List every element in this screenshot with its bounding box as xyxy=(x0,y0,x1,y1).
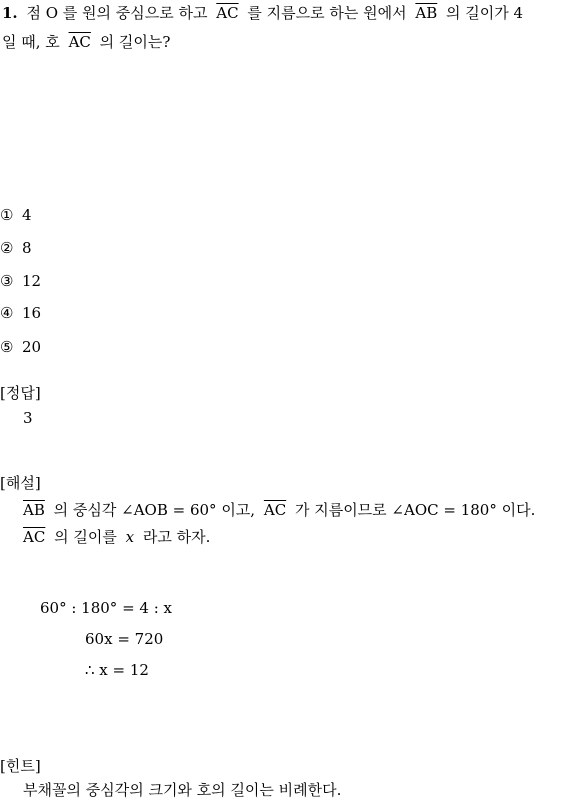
choice-4-marker: ④ xyxy=(0,304,14,322)
hint-text: 부채꼴의 중심각의 크기와 호의 길이는 비례한다. xyxy=(23,781,342,799)
segment-ac-2: $\overline{AC}$ xyxy=(68,33,91,51)
equation-2: 60x = 720 xyxy=(85,630,164,648)
equation-3: ∴ x = 12 xyxy=(85,661,149,679)
equation-1: 60° : 180° = 4 : x xyxy=(40,599,173,617)
question-number: 1. xyxy=(2,4,18,22)
question-text-1c: 의 길이가 4 xyxy=(446,4,524,22)
choice-2-marker: ② xyxy=(0,239,14,257)
choice-3-marker: ③ xyxy=(0,272,14,290)
choice-3[interactable] xyxy=(0,272,41,290)
question-line-2 xyxy=(2,31,170,52)
answer-value: 3 xyxy=(23,409,33,427)
choice-4[interactable] xyxy=(0,304,41,322)
question-text-2b: 의 길이는? xyxy=(99,33,171,51)
choice-1-marker: ① xyxy=(0,206,14,224)
choice-5-marker: ⑤ xyxy=(0,338,14,356)
segment-ab: $\overline{AB}$ xyxy=(415,4,438,22)
solution-line-2 xyxy=(23,526,210,547)
hint-label: [힌트] xyxy=(0,757,41,775)
choice-5[interactable] xyxy=(0,338,41,356)
choice-5-value: 20 xyxy=(22,338,42,356)
segment-ac: $\overline{AC}$ xyxy=(216,4,239,22)
choice-1[interactable] xyxy=(0,206,32,224)
solution-variable-x: x xyxy=(125,528,135,546)
solution-segment-ac: $\overline{AC}$ xyxy=(263,501,287,519)
solution-text-2b: 라고 하자. xyxy=(142,528,211,546)
solution-text-1b: 가 지름이므로 ∠AOC = 180° 이다. xyxy=(294,501,536,519)
question-text-1a: 점 O 를 원의 중심으로 하고 xyxy=(26,4,208,22)
solution-label: [해설] xyxy=(0,474,41,492)
solution-segment-ac-2: $\overline{AC}$ xyxy=(23,528,46,546)
solution-segment-ab: $\overline{AB}$ xyxy=(23,501,45,519)
question-text-2a: 일 때, 호 xyxy=(2,33,60,51)
solution-text-2a: 의 길이를 xyxy=(54,528,117,546)
choice-1-value: 4 xyxy=(22,206,32,224)
choice-2-value: 8 xyxy=(22,239,32,257)
solution-line-1 xyxy=(23,499,535,520)
choice-2[interactable] xyxy=(0,239,32,257)
choice-3-value: 12 xyxy=(22,272,42,290)
solution-text-1a: 의 중심각 ∠AOB = 60° 이고, xyxy=(53,501,256,519)
choice-4-value: 16 xyxy=(22,304,42,322)
question-text-1b: 를 지름으로 하는 원에서 xyxy=(247,4,407,22)
question-line-1 xyxy=(2,2,523,23)
answer-label: [정답] xyxy=(0,384,41,402)
